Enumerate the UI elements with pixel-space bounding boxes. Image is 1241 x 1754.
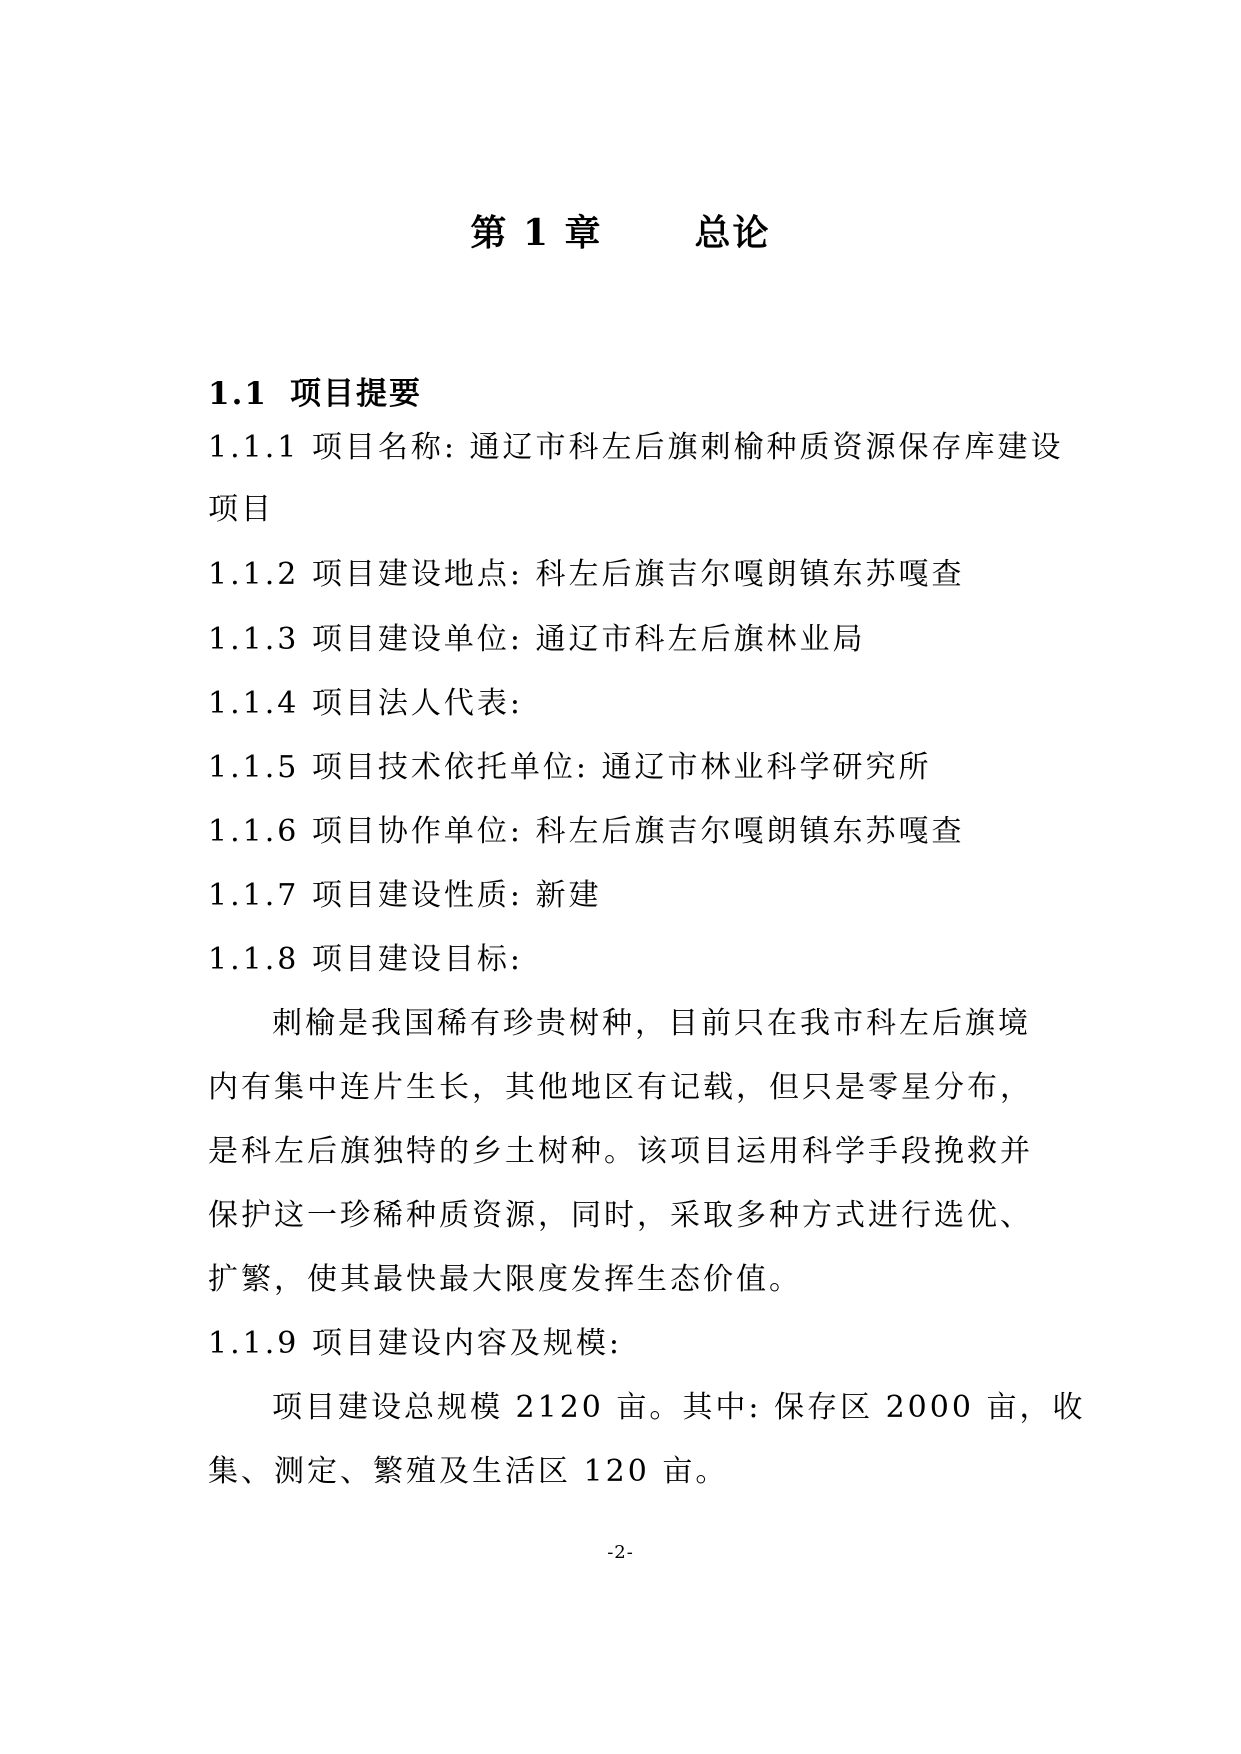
scale-paragraph-line: 项目建设总规模 2120 亩。其中: 保存区 2000 亩，收 xyxy=(272,1390,1086,1425)
item-project-name-continued: 项目 xyxy=(208,492,274,527)
scale-paragraph-line: 集、测定、繁殖及生活区 120 亩。 xyxy=(208,1454,729,1489)
goal-paragraph-line: 内有集中连片生长，其他地区有记载，但只是零星分布， xyxy=(208,1070,1033,1105)
section-number: 1.1 xyxy=(208,376,268,412)
goal-paragraph-line: 是科左后旗独特的乡土树种。该项目运用科学手段挽救并 xyxy=(208,1134,1033,1169)
chapter-title xyxy=(0,205,1241,256)
goal-paragraph-line: 保护这一珍稀种质资源，同时，采取多种方式进行选优、 xyxy=(208,1198,1033,1233)
goal-paragraph-line: 刺榆是我国稀有珍贵树种，目前只在我市科左后旗境 xyxy=(272,1006,1031,1041)
item-construction-goal: 1.1.8 项目建设目标: xyxy=(208,942,523,977)
chapter-name: 总论 xyxy=(694,212,771,254)
goal-paragraph-line: 扩繁，使其最快最大限度发挥生态价值。 xyxy=(208,1262,802,1297)
item-cooperation-unit: 1.1.6 项目协作单位: 科左后旗吉尔嘎朗镇东苏嘎查 xyxy=(208,814,965,849)
item-construction-content-scale: 1.1.9 项目建设内容及规模: xyxy=(208,1326,622,1361)
item-technical-support-unit: 1.1.5 项目技术依托单位: 通辽市林业科学研究所 xyxy=(208,750,932,785)
section-title: 项目提要 xyxy=(290,376,422,412)
page-number: -2- xyxy=(607,1542,634,1563)
item-construction-nature: 1.1.7 项目建设性质: 新建 xyxy=(208,878,602,913)
item-project-name: 1.1.1 项目名称: 通辽市科左后旗刺榆种质资源保存库建设 xyxy=(208,430,1064,465)
item-construction-location: 1.1.2 项目建设地点: 科左后旗吉尔嘎朗镇东苏嘎查 xyxy=(208,557,965,592)
item-construction-unit: 1.1.3 项目建设单位: 通辽市科左后旗林业局 xyxy=(208,622,866,657)
item-legal-representative: 1.1.4 项目法人代表: xyxy=(208,686,523,721)
section-heading xyxy=(208,368,422,413)
chapter-number: 第 1 章 xyxy=(470,212,603,254)
